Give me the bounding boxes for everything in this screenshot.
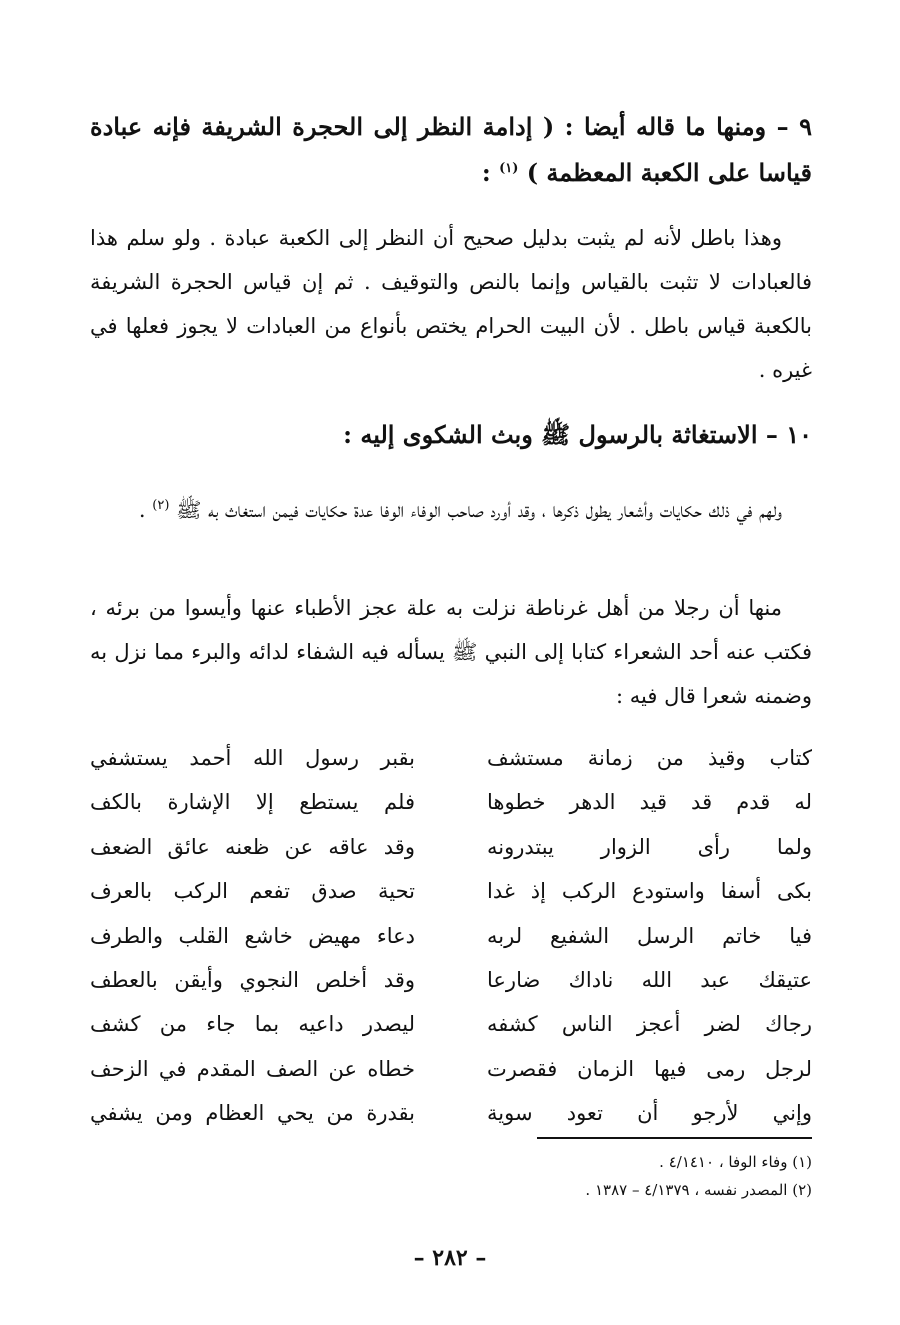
section-9-body [90,216,812,392]
footnote-2: (٢) المصدر نفسه ، ٤/١٣٧٩ – ١٣٨٧ . [585,1181,812,1199]
poem-verse [90,1002,812,1046]
paragraph-end: . [138,498,153,522]
section-10-heading [90,414,812,456]
verse-second-hemistich: دعاء مهيض خاشع القلب والطرف [90,923,415,948]
heading-colon: : [481,158,500,187]
section-10-paragraph-2-text: منها أن رجلا من أهل غرناطة نزلت به علة عجز الأطباء عنها وأيسوا من برئه ، فكتب عنه أحد الشعراء كتابا إلى النبي ﷺ يسأله فيه الشفاء لدائه والبرء مما نزل به وضمنه شعرا قال فيه : [90,596,812,708]
poem-verse [90,780,812,824]
section-9-heading-text: ٩ – ومنها ما قاله أيضا : ( إدامة النظر إلى الحجرة الشريفة فإنه عبادة قياسا على الكعبة المعظمة ) [90,112,813,187]
footnote-divider [537,1137,812,1139]
section-9-heading [90,106,812,194]
section-10-heading-text: ١٠ – الاستغاثة بالرسول ﷺ وبث الشكوى إليه : [343,420,812,449]
verse-first-hemistich: ولما رأى الزوار يبتدرونه [487,834,812,859]
verse-second-hemistich: تحية صدق تفعم الركب بالعرف [90,879,415,904]
verse-first-hemistich: له قدم قد قيد الدهر خطوها [487,790,812,815]
footnote-1: (١) وفاء الوفا ، ٤/١٤١٠ . [659,1153,812,1171]
verse-first-hemistich: كتاب وقيذ من زمانة مستشف [487,746,812,770]
page-number: – ٢٨٢ – [413,1245,487,1271]
verse-first-hemistich: رجاك لضر أعجز الناس كشفه [487,1012,812,1037]
footnote-ref-1: (١) [499,161,519,176]
verse-second-hemistich: بقدرة من يحي العظام ومن يشفي [90,1101,415,1126]
verse-second-hemistich: وقد عاقه عن ظعنه عائق الضعف [90,834,415,859]
verse-first-hemistich: لرجل رمى فيها الزمان فقصرت [487,1056,812,1081]
poem-verse [90,736,812,780]
verse-second-hemistich: فلم يستطع إلا الإشارة بالكف [90,790,415,815]
footnotes [212,1148,812,1204]
footnote-ref-2: (٢) [152,498,170,513]
verse-first-hemistich: عتيقك عبد الله ناداك ضارعا [487,967,812,992]
verse-second-hemistich: ليصدر داعيه بما جاء من كشف [90,1012,415,1037]
section-10-paragraph-1-text: ولهم في ذلك حكايات وأشعار يطول ذكرها ، وقد أورد صاحب الوفاء الوفا عدة حكايات فيمن استغاث به ﷺ [176,498,782,522]
verse-second-hemistich: بقبر رسول الله أحمد يستشفي [90,746,415,770]
section-10-paragraph-2 [90,586,812,718]
poem-verse [90,914,812,958]
section-9-paragraph: وهذا باطل لأنه لم يثبت بدليل صحيح أن النظر إلى الكعبة عبادة . ولو سلم هذا فالعبادات لا تثبت بالقياس وإنما بالنص والتوقيف . ثم إن قياس الحجرة الشريفة بالكعبة قياس باطل . لأن البيت الحرام يختص بأنواع من العبادات لا يجوز فعلها في غيره . [90,226,812,382]
verse-second-hemistich: خطاه عن الصف المقدم في الزحف [90,1056,415,1081]
poem-verse [90,869,812,913]
verse-first-hemistich: فيا خاتم الرسل الشفيع لربه [487,923,812,948]
verse-second-hemistich: وقد أخلص النجوي وأيقن بالعطف [90,967,415,992]
poem-verse [90,825,812,869]
poem-verse [90,958,812,1002]
verse-first-hemistich: بكى أسفا واستودع الركب إذ غدا [487,879,812,904]
poem-verse [90,1091,812,1135]
poem [90,736,812,1136]
poem-verse [90,1047,812,1091]
verse-first-hemistich: وإني لأرجو أن تعود سوية [487,1101,812,1126]
section-10-paragraph-1 [90,484,812,532]
